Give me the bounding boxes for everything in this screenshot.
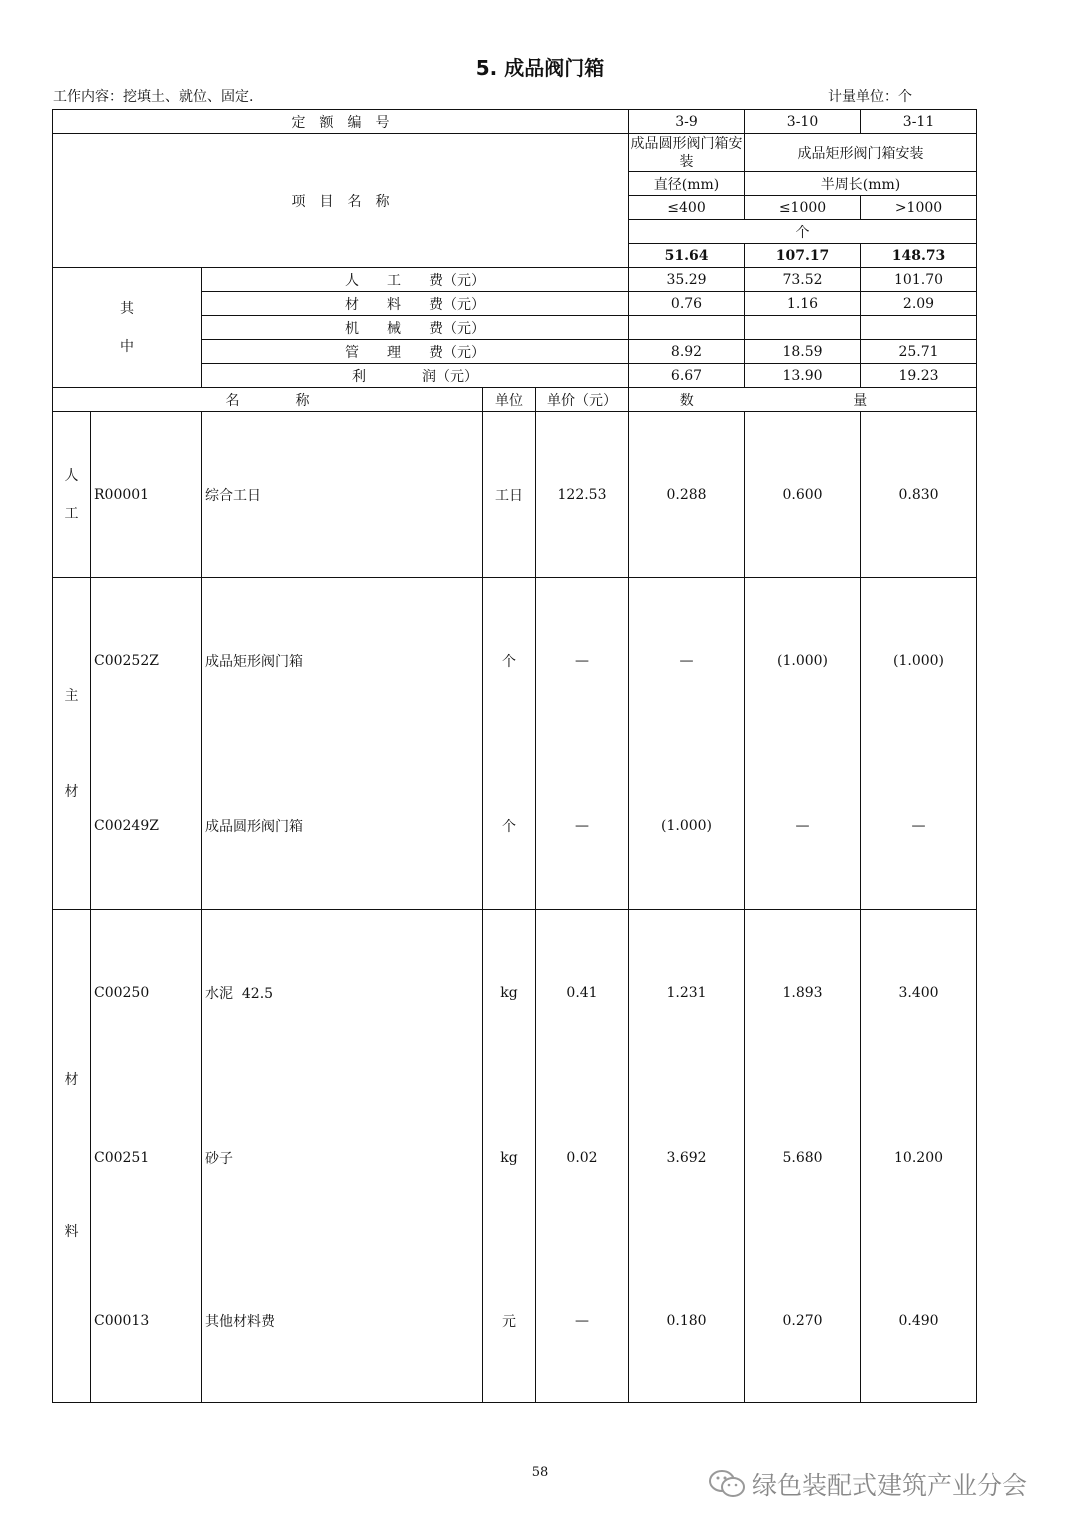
item-price: 0.02 (536, 1076, 629, 1241)
quota-table (52, 109, 977, 1403)
breakdown-label (53, 268, 202, 388)
base-price: 51.64 (629, 244, 745, 268)
breakdown-value: 2.09 (861, 292, 977, 316)
item-unit: 元 (483, 1241, 536, 1403)
breakdown-value: 73.52 (745, 268, 861, 292)
code-label: 定 额 编 号 (53, 110, 629, 134)
size-cell: ≤400 (629, 196, 745, 220)
table-row (53, 1241, 977, 1403)
item-price: — (536, 1241, 629, 1403)
category-char: 材 (64, 1072, 79, 1088)
breakdown-value: 13.90 (745, 364, 861, 388)
category-char: 人 (64, 467, 79, 484)
column-unit-header: 单位 (483, 388, 536, 412)
item-qty: 1.893 (745, 910, 861, 1076)
item-code: C00250 (91, 910, 202, 1076)
code-cell: 3-11 (861, 110, 977, 134)
spec-rect: 半周长(mm) (745, 172, 977, 196)
item-rect: 成品矩形阀门箱安装 (745, 134, 977, 172)
item-qty: 3.692 (629, 1076, 745, 1241)
table-row (53, 910, 977, 1076)
column-qty-header-left: 数 (629, 388, 745, 412)
item-price: — (536, 744, 629, 910)
item-name: 砂子 (202, 1076, 483, 1241)
category-char: 料 (64, 1224, 79, 1240)
item-qty: 0.600 (745, 412, 861, 578)
item-qty: 5.680 (745, 1076, 861, 1241)
item-unit: kg (483, 1076, 536, 1241)
item-circle: 成品圆形阀门箱安装 (630, 135, 743, 170)
item-price: 0.41 (536, 910, 629, 1076)
item-qty: 0.270 (745, 1241, 861, 1403)
item-qty: 10.200 (861, 1076, 977, 1241)
item-name: 其他材料费 (202, 1241, 483, 1403)
category-main-material (53, 578, 91, 910)
item-qty: (1.000) (861, 578, 977, 744)
page-title: 5. 成品阀门箱 (475, 56, 605, 80)
watermark (708, 1466, 1027, 1502)
item-unit: 个 (483, 578, 536, 744)
item-name: 成品圆形阀门箱 (202, 744, 483, 910)
base-price: 107.17 (745, 244, 861, 268)
breakdown-name: 利 润（元） (202, 364, 629, 388)
item-name: 综合工日 (202, 412, 483, 578)
item-qty: (1.000) (745, 578, 861, 744)
size-cell: ≤1000 (745, 196, 861, 220)
breakdown-name: 机 械 费（元） (202, 316, 629, 340)
item-qty: — (629, 578, 745, 744)
measure-unit: 计量单位：个 (828, 89, 912, 105)
breakdown-value (629, 316, 745, 340)
category-char: 工 (64, 505, 79, 522)
table-row (53, 578, 977, 744)
column-name-header: 名 称 (53, 388, 483, 412)
wechat-icon (708, 1469, 746, 1499)
spec-circle: 直径(mm) (629, 172, 745, 196)
item-price: — (536, 578, 629, 744)
item-name: 水泥 42.5 (202, 910, 483, 1076)
base-price: 148.73 (861, 244, 977, 268)
breakdown-name: 材 料 费（元） (202, 292, 629, 316)
item-unit: kg (483, 910, 536, 1076)
code-cell: 3-10 (745, 110, 861, 134)
breakdown-value: 6.67 (629, 364, 745, 388)
table-row (53, 1076, 977, 1241)
item-unit: 工日 (483, 412, 536, 578)
breakdown-label-top: 其 (120, 300, 134, 317)
item-qty: 0.490 (861, 1241, 977, 1403)
category-labor (53, 412, 91, 578)
column-qty-header-right: 量 (745, 388, 977, 412)
table-row (53, 412, 977, 578)
item-price: 122.53 (536, 412, 629, 578)
item-qty: 0.180 (629, 1241, 745, 1403)
item-qty: 3.400 (861, 910, 977, 1076)
item-code: C00252Z (91, 578, 202, 744)
breakdown-label-bottom: 中 (120, 338, 134, 355)
watermark-text: 绿色装配式建筑产业分会 (752, 1471, 1028, 1500)
table-row (53, 744, 977, 910)
breakdown-value: 8.92 (629, 340, 745, 364)
item-qty: — (861, 744, 977, 910)
breakdown-value: 1.16 (745, 292, 861, 316)
category-char: 主 (64, 687, 79, 704)
item-name: 成品矩形阀门箱 (202, 578, 483, 744)
size-cell: >1000 (861, 196, 977, 220)
breakdown-name: 人 工 费（元） (202, 268, 629, 292)
item-unit: 个 (483, 744, 536, 910)
breakdown-value: 18.59 (745, 340, 861, 364)
item-qty: (1.000) (629, 744, 745, 910)
breakdown-value: 101.70 (861, 268, 977, 292)
item-qty: 0.288 (629, 412, 745, 578)
item-code: R00001 (91, 412, 202, 578)
breakdown-value (861, 316, 977, 340)
category-char: 材 (64, 783, 79, 800)
breakdown-value: 25.71 (861, 340, 977, 364)
item-code: C00013 (91, 1241, 202, 1403)
unit-cell: 个 (629, 220, 977, 244)
code-cell: 3-9 (629, 110, 745, 134)
category-materials (53, 910, 91, 1403)
item-qty: 0.830 (861, 412, 977, 578)
item-name-label: 项 目 名 称 (53, 134, 629, 268)
item-qty: 1.231 (629, 910, 745, 1076)
item-code: C00249Z (91, 744, 202, 910)
item-qty: — (745, 744, 861, 910)
breakdown-value: 19.23 (861, 364, 977, 388)
work-content: 工作内容：挖填土、就位、固定. (53, 89, 254, 105)
breakdown-value: 35.29 (629, 268, 745, 292)
breakdown-name: 管 理 费（元） (202, 340, 629, 364)
breakdown-value (745, 316, 861, 340)
column-price-header: 单价（元） (536, 388, 629, 412)
breakdown-value: 0.76 (629, 292, 745, 316)
page-number: 58 (531, 1465, 549, 1480)
item-code: C00251 (91, 1076, 202, 1241)
